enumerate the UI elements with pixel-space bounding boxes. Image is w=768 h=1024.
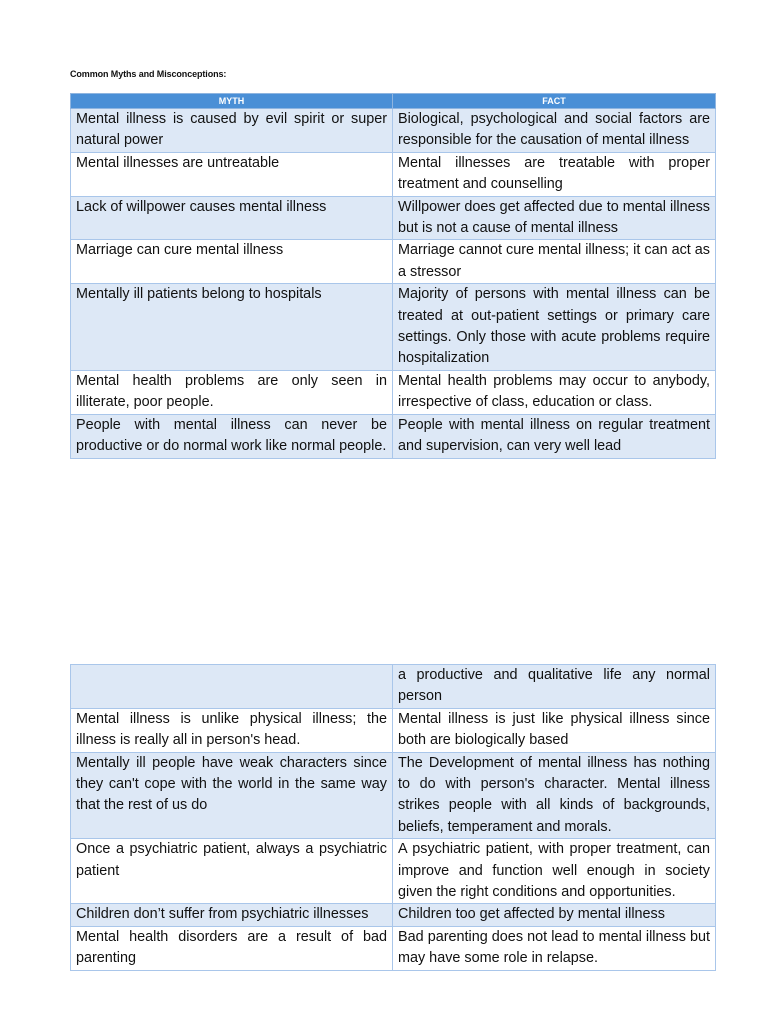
fact-cell: Willpower does get affected due to mental illness but is not a cause of mental illness [393, 196, 716, 240]
myths-table-page1 [70, 93, 716, 459]
table-row [71, 152, 716, 196]
myth-cell: Mentally ill patients belong to hospitals [71, 284, 393, 371]
myths-table-page2 [70, 664, 716, 971]
table-row [71, 904, 716, 926]
myth-cell: Children don’t suffer from psychiatric illnesses [71, 904, 393, 926]
myth-cell: Mental health disorders are a result of bad parenting [71, 926, 393, 970]
myth-cell: People with mental illness can never be productive or do normal work like normal people. [71, 414, 393, 458]
table-row [71, 284, 716, 371]
table-header-row [71, 94, 716, 109]
table-row [71, 196, 716, 240]
fact-cell: Children too get affected by mental illness [393, 904, 716, 926]
table-row [71, 109, 716, 153]
fact-cell: Marriage cannot cure mental illness; it can act as a stressor [393, 240, 716, 284]
myth-cell: Lack of willpower causes mental illness [71, 196, 393, 240]
fact-cell: People with mental illness on regular treatment and supervision, can very well lead [393, 414, 716, 458]
table-row [71, 926, 716, 970]
fact-cell: Mental health problems may occur to anybody, irrespective of class, education or class. [393, 370, 716, 414]
myth-cell: Mental illnesses are untreatable [71, 152, 393, 196]
myth-cell: Marriage can cure mental illness [71, 240, 393, 284]
fact-cell: A psychiatric patient, with proper treatment, can improve and function well enough in society given the right conditions and opportunities. [393, 839, 716, 904]
table-row [71, 665, 716, 709]
table-row [71, 839, 716, 904]
table-row [71, 240, 716, 284]
table-row [71, 414, 716, 458]
myth-cell: Mental illness is unlike physical illness; the illness is really all in person's head. [71, 708, 393, 752]
table-row [71, 708, 716, 752]
myth-cell: Mentally ill people have weak characters since they can't cope with the world in the same way that the rest of us do [71, 752, 393, 839]
myth-cell: Once a psychiatric patient, always a psychiatric patient [71, 839, 393, 904]
table-row [71, 370, 716, 414]
fact-cell: The Development of mental illness has nothing to do with person's character. Mental illness strikes people with all kinds of backgrounds, beliefs, temperament and morals. [393, 752, 716, 839]
section-heading: Common Myths and Misconceptions: [70, 69, 227, 79]
fact-cell: a productive and qualitative life any normal person [393, 665, 716, 709]
myth-cell [71, 665, 393, 709]
column-header-fact: FACT [393, 94, 716, 109]
fact-cell: Bad parenting does not lead to mental illness but may have some role in relapse. [393, 926, 716, 970]
fact-cell: Biological, psychological and social factors are responsible for the causation of mental illness [393, 109, 716, 153]
myth-cell: Mental health problems are only seen in illiterate, poor people. [71, 370, 393, 414]
table-row [71, 752, 716, 839]
fact-cell: Majority of persons with mental illness can be treated at out-patient settings or primary care settings. Only those with acute problems require hospitalization [393, 284, 716, 371]
fact-cell: Mental illness is just like physical illness since both are biologically based [393, 708, 716, 752]
myth-cell: Mental illness is caused by evil spirit or super natural power [71, 109, 393, 153]
column-header-myth: MYTH [71, 94, 393, 109]
fact-cell: Mental illnesses are treatable with proper treatment and counselling [393, 152, 716, 196]
